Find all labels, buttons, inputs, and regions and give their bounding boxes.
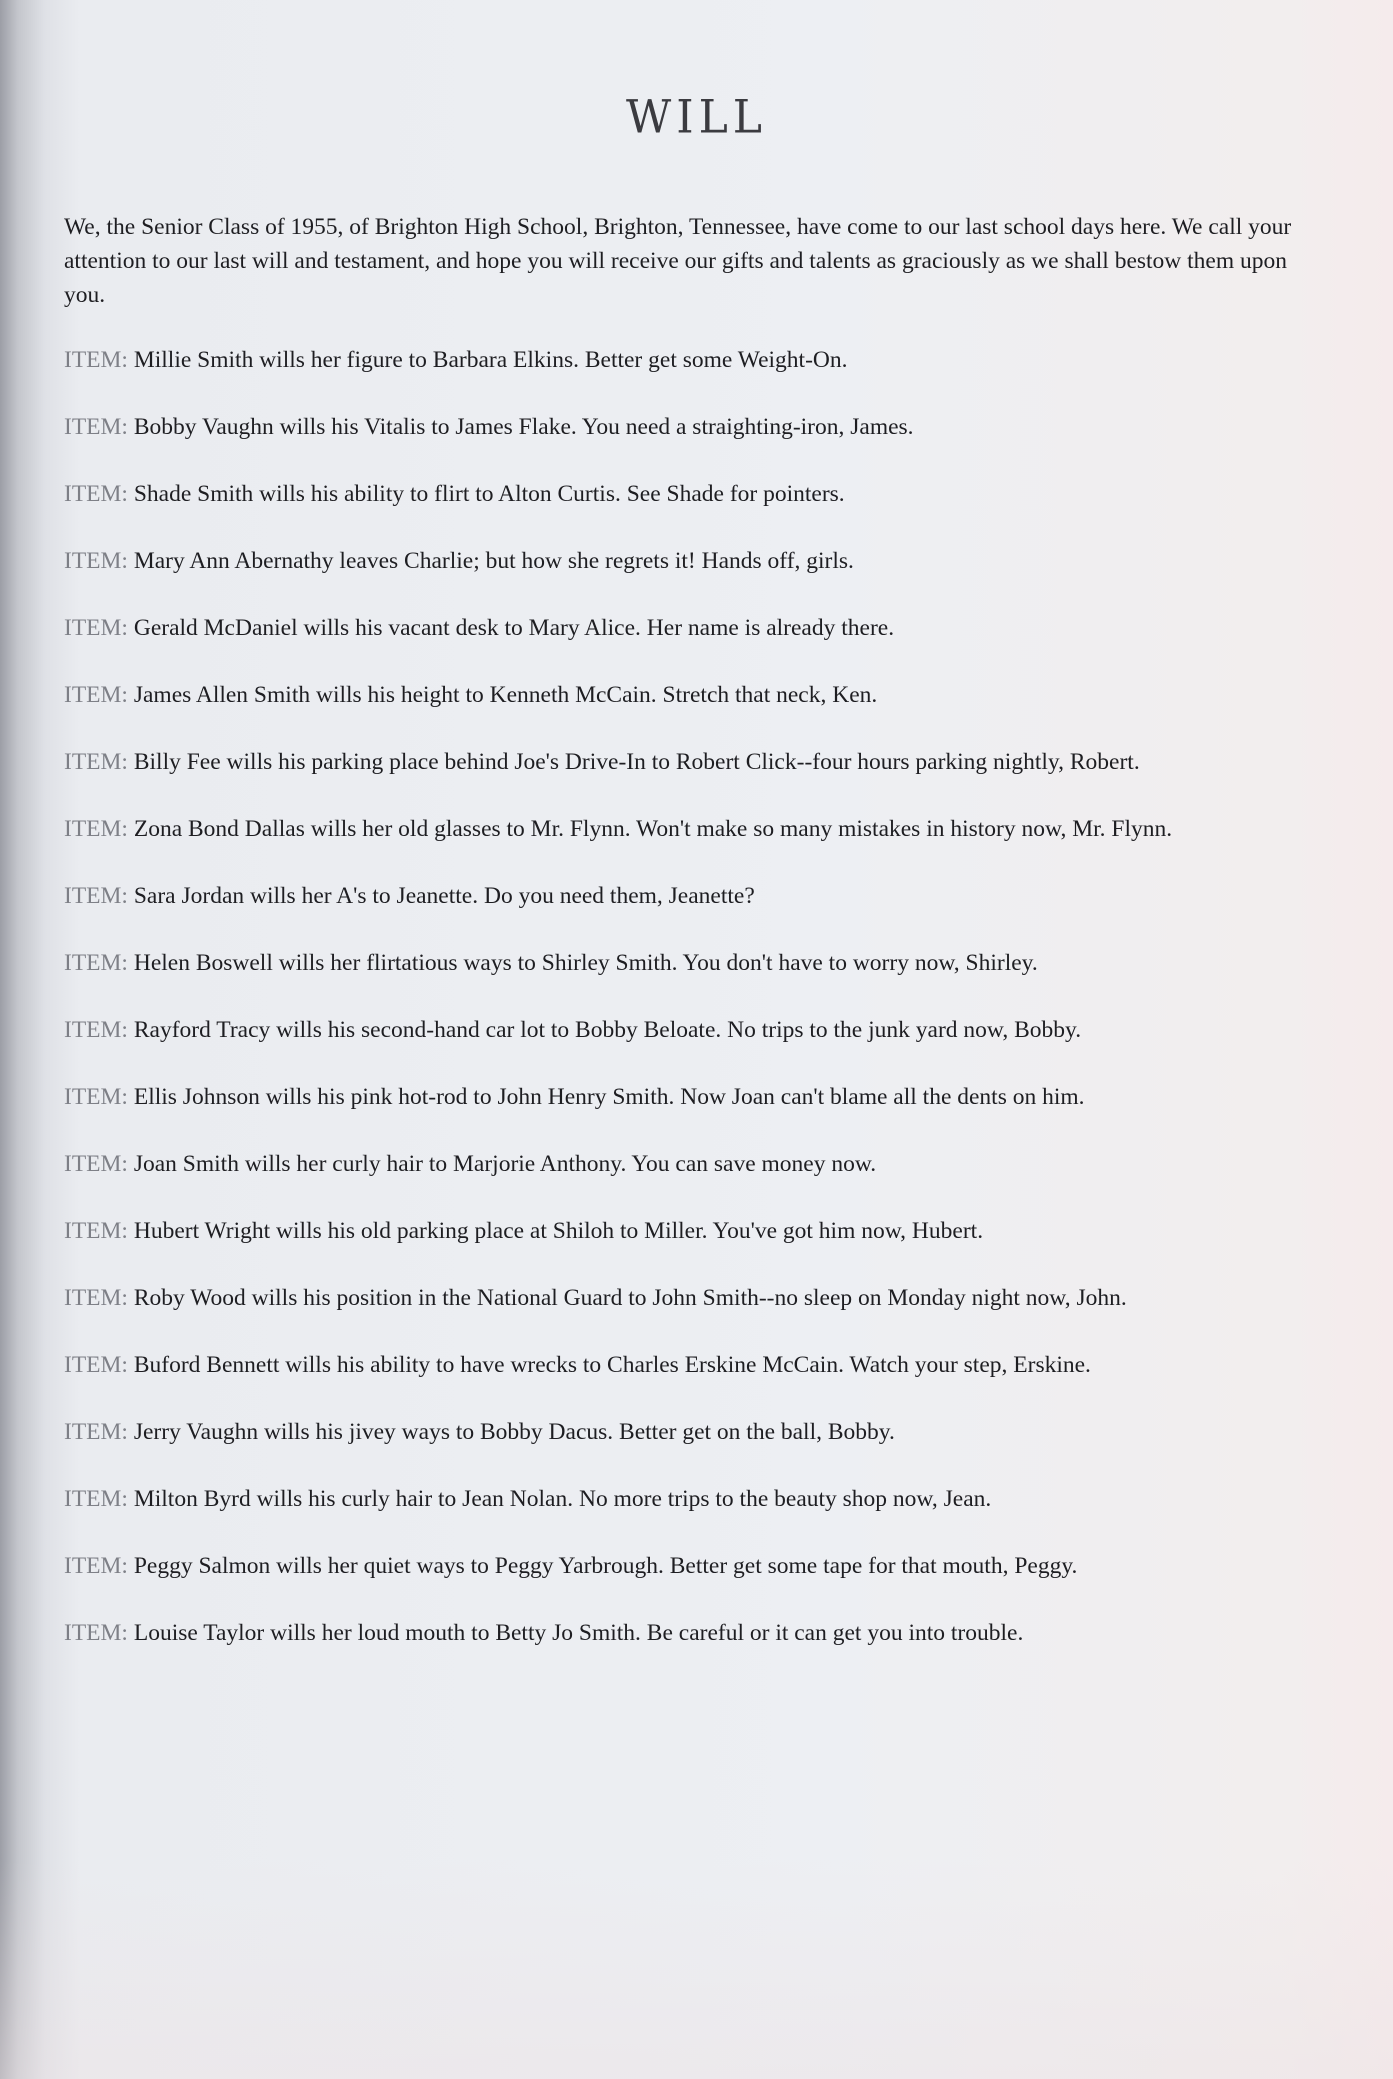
item-label: ITEM: — [64, 1218, 128, 1244]
item-text: Roby Wood wills his position in the National Guard to John Smith--no sleep on Monday night now, John. — [133, 1285, 1127, 1311]
item-label: ITEM: — [64, 816, 128, 842]
item-text: Ellis Johnson wills his pink hot-rod to John Henry Smith. Now Joan can't blame all the dents on him. — [133, 1084, 1085, 1110]
item-label: ITEM: — [64, 1486, 128, 1512]
item-text: Gerald McDaniel wills his vacant desk to Mary Alice. Her name is already there. — [133, 615, 895, 641]
item-text: Milton Byrd wills his curly hair to Jean Nolan. No more trips to the beauty shop now, Jean. — [133, 1486, 992, 1512]
will-item — [64, 1616, 1314, 1650]
item-text: Peggy Salmon wills her quiet ways to Peggy Yarbrough. Better get some tape for that mouth, Peggy. — [133, 1553, 1078, 1579]
item-label: ITEM: — [64, 1017, 128, 1043]
item-text: Millie Smith wills her figure to Barbara Elkins. Better get some Weight-On. — [133, 347, 848, 373]
will-item — [64, 1281, 1314, 1315]
item-label: ITEM: — [64, 1352, 128, 1378]
intro-paragraph: We, the Senior Class of 1955, of Brighton High School, Brighton, Tennessee, have come to our last school days here. We call your attention to our last will and testament, and hope you will receive our gifts and talents as graciously as we shall bestow them upon you. — [64, 214, 1292, 308]
will-item — [64, 544, 1314, 578]
will-item — [64, 611, 1314, 645]
will-item — [64, 1214, 1314, 1248]
document-body — [64, 210, 1314, 1683]
item-label: ITEM: — [64, 347, 128, 373]
item-label: ITEM: — [64, 950, 128, 976]
item-text: James Allen Smith wills his height to Kenneth McCain. Stretch that neck, Ken. — [133, 682, 878, 708]
will-item — [64, 946, 1314, 980]
will-item — [64, 1549, 1314, 1583]
will-item — [64, 1482, 1314, 1516]
item-label: ITEM: — [64, 615, 128, 641]
item-text: Bobby Vaughn wills his Vitalis to James Flake. You need a straighting-iron, James. — [133, 414, 914, 440]
item-text: Shade Smith wills his ability to flirt to Alton Curtis. See Shade for pointers. — [133, 481, 845, 507]
item-label: ITEM: — [64, 481, 128, 507]
will-item — [64, 343, 1314, 377]
item-label: ITEM: — [64, 1419, 128, 1445]
item-list — [64, 343, 1314, 1650]
will-item — [64, 1348, 1314, 1382]
will-item — [64, 812, 1314, 846]
will-item — [64, 477, 1314, 511]
item-label: ITEM: — [64, 1620, 128, 1646]
will-item — [64, 745, 1314, 779]
item-label: ITEM: — [64, 1084, 128, 1110]
will-item — [64, 1013, 1314, 1047]
will-item — [64, 1415, 1314, 1449]
will-item — [64, 879, 1314, 913]
will-item — [64, 1147, 1314, 1181]
page-title: WILL — [625, 90, 768, 145]
item-label: ITEM: — [64, 1151, 128, 1177]
will-item — [64, 1080, 1314, 1114]
item-text: Buford Bennett wills his ability to have wrecks to Charles Erskine McCain. Watch your step, Erskine. — [133, 1352, 1091, 1378]
will-item — [64, 678, 1314, 712]
item-label: ITEM: — [64, 1285, 128, 1311]
item-label: ITEM: — [64, 682, 128, 708]
item-text: Sara Jordan wills her A's to Jeanette. Do you need them, Jeanette? — [133, 883, 755, 909]
item-text: Zona Bond Dallas wills her old glasses to Mr. Flynn. Won't make so many mistakes in history now, Mr. Flynn. — [133, 816, 1173, 842]
item-text: Louise Taylor wills her loud mouth to Betty Jo Smith. Be careful or it can get you into trouble. — [133, 1620, 1024, 1646]
item-text: Jerry Vaughn wills his jivey ways to Bobby Dacus. Better get on the ball, Bobby. — [133, 1419, 895, 1445]
item-label: ITEM: — [64, 548, 128, 574]
item-label: ITEM: — [64, 1553, 128, 1579]
item-label: ITEM: — [64, 883, 128, 909]
item-label: ITEM: — [64, 749, 128, 775]
item-text: Billy Fee wills his parking place behind Joe's Drive-In to Robert Click--four hours parking nightly, Robert. — [133, 749, 1140, 775]
item-text: Hubert Wright wills his old parking place at Shiloh to Miller. You've got him now, Hubert. — [133, 1218, 984, 1244]
item-text: Rayford Tracy wills his second-hand car lot to Bobby Beloate. No trips to the junk yard now, Bobby. — [133, 1017, 1082, 1043]
will-item — [64, 410, 1314, 444]
item-text: Joan Smith wills her curly hair to Marjorie Anthony. You can save money now. — [133, 1151, 877, 1177]
item-label: ITEM: — [64, 414, 128, 440]
item-text: Mary Ann Abernathy leaves Charlie; but how she regrets it! Hands off, girls. — [133, 548, 854, 574]
item-text: Helen Boswell wills her flirtatious ways to Shirley Smith. You don't have to worry now, Shirley. — [133, 950, 1038, 976]
